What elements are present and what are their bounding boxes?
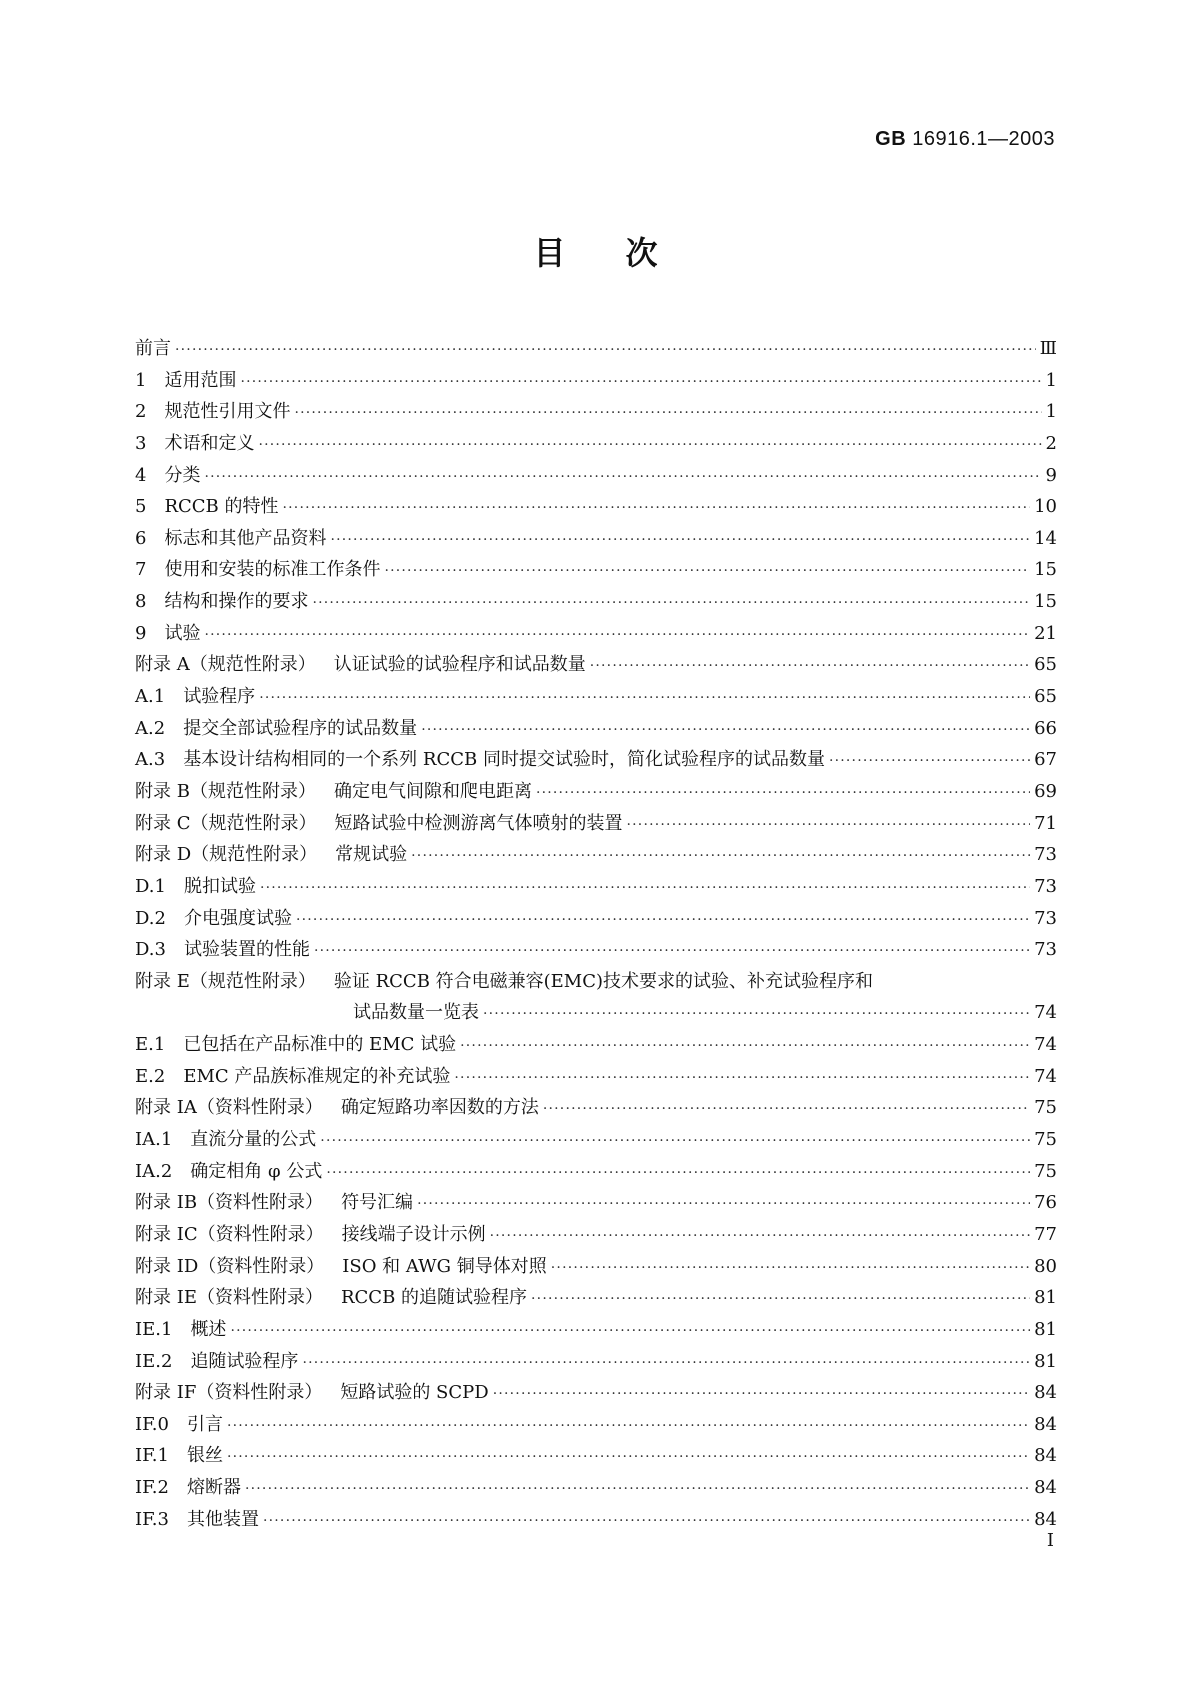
toc-entry[interactable] <box>135 1092 1057 1124</box>
toc-leader-dots <box>531 1284 1030 1316</box>
toc-entry-page: 1 <box>1045 369 1057 391</box>
toc-entry-number: D.2 <box>135 907 166 929</box>
toc-entry-page: Ⅲ <box>1039 338 1057 359</box>
toc-entry-separator <box>146 554 164 586</box>
toc-entry-number: 附录 IE（资料性附录） <box>135 1287 323 1309</box>
toc-entry-title: 前言 <box>135 338 171 359</box>
toc-entry-page: 81 <box>1034 1287 1057 1309</box>
toc-entry[interactable] <box>135 1282 1057 1314</box>
toc-entry-title: 常规试验 <box>335 844 408 866</box>
toc-entry-separator <box>324 1251 342 1283</box>
toc-leader-dots <box>204 462 1041 494</box>
toc-entry-number: IF.0 <box>135 1413 169 1435</box>
toc-entry-number: IE.1 <box>135 1318 173 1340</box>
toc-entry-title: 认证试验的试验程序和试品数量 <box>333 654 586 676</box>
toc-leader-dots <box>417 1189 1030 1221</box>
toc-entry-number: IA.2 <box>135 1160 173 1182</box>
toc-entry[interactable] <box>135 871 1057 903</box>
toc-entry-separator <box>166 903 184 935</box>
toc-entry-page: 75 <box>1034 1097 1057 1119</box>
toc-leader-dots <box>259 683 1030 715</box>
toc-entry[interactable] <box>135 618 1057 650</box>
toc-entry-separator <box>169 1440 187 1472</box>
toc-entry-number: 附录 C（规范性附录） <box>135 812 317 834</box>
toc-entry-number: IF.3 <box>135 1508 169 1530</box>
toc-entry-number: IF.1 <box>135 1445 169 1467</box>
toc-entry[interactable] <box>135 1219 1057 1251</box>
toc-entry-title: 标志和其他产品资料 <box>164 527 327 549</box>
toc-entry[interactable] <box>135 1156 1057 1188</box>
toc-entry[interactable] <box>135 649 1057 681</box>
toc-entry-page: 84 <box>1034 1477 1057 1499</box>
toc-entry-separator <box>146 618 164 650</box>
toc-entry-number: D.3 <box>135 939 166 961</box>
toc-leader-dots <box>258 430 1041 462</box>
toc-entry-title: 基本设计结构相同的一个系列 RCCB 同时提交试验时，简化试验程序的试品数量 <box>183 749 825 771</box>
toc-entry[interactable] <box>135 1251 1057 1283</box>
toc-entry-page: 65 <box>1034 686 1057 708</box>
toc-entry-number: 9 <box>135 622 147 644</box>
toc-entry-page: 73 <box>1034 875 1057 897</box>
toc-entry-page: 10 <box>1034 496 1057 518</box>
toc-entry-title: 短路试验中检测游离气体喷射的装置 <box>334 812 623 834</box>
toc-entry-separator <box>169 1409 187 1441</box>
toc-entry-title: 短路试验的 SCPD <box>340 1382 489 1404</box>
toc-entry-page: 69 <box>1034 780 1057 802</box>
toc-entry[interactable] <box>135 1377 1057 1409</box>
toc-leader-dots <box>493 1379 1030 1411</box>
toc-leader-dots <box>320 1126 1030 1158</box>
table-of-contents <box>135 333 1057 1535</box>
toc-entry-number: D.1 <box>135 875 166 897</box>
toc-entry[interactable] <box>135 1504 1057 1536</box>
toc-entry-separator <box>165 681 183 713</box>
toc-entry-page: 81 <box>1034 1318 1057 1340</box>
toc-entry-separator <box>169 1472 187 1504</box>
toc-leader-dots <box>454 1063 1030 1095</box>
toc-entry-title: 其他装置 <box>186 1508 259 1530</box>
toc-entry[interactable] <box>135 713 1057 745</box>
toc-entry-number: 附录 E（规范性附录） <box>135 970 316 992</box>
toc-entry-title: RCCB 的特性 <box>164 496 279 518</box>
toc-entry-number: 附录 IA（资料性附录） <box>135 1097 323 1119</box>
toc-leader-dots <box>302 1348 1030 1380</box>
toc-entry-page: 84 <box>1034 1508 1057 1530</box>
toc-entry[interactable] <box>135 1346 1057 1378</box>
toc-entry-separator <box>146 365 164 397</box>
toc-entry-page: 73 <box>1034 939 1057 961</box>
toc-entry-separator <box>146 523 164 555</box>
toc-entry-separator <box>146 396 164 428</box>
toc-leader-dots <box>204 620 1030 652</box>
toc-entry-separator <box>317 839 335 871</box>
toc-entry-page: 73 <box>1034 907 1057 929</box>
toc-entry-separator <box>172 1346 190 1378</box>
toc-entry-separator <box>146 586 164 618</box>
toc-entry-separator <box>172 1314 190 1346</box>
toc-entry-page: 84 <box>1034 1413 1057 1435</box>
toc-entry-title: 术语和定义 <box>164 432 255 454</box>
toc-entry-title: 验证 RCCB 符合电磁兼容(EMC)技术要求的试验、补充试验程序和 <box>333 970 874 992</box>
toc-leader-dots <box>590 651 1030 683</box>
toc-entry-number: 附录 A（规范性附录） <box>135 654 316 676</box>
toc-entry-title: 接线端子设计示例 <box>341 1223 486 1245</box>
toc-entry[interactable] <box>135 333 1057 365</box>
toc-leader-dots <box>551 1253 1030 1285</box>
toc-entry-page: 84 <box>1034 1445 1057 1467</box>
toc-entry-number: 2 <box>135 401 147 423</box>
toc-entry-number: 7 <box>135 559 147 581</box>
toc-entry-separator <box>172 1124 190 1156</box>
toc-entry-title: 追随试验程序 <box>190 1350 299 1372</box>
toc-entry[interactable] <box>135 396 1057 428</box>
toc-leader-dots <box>829 746 1030 778</box>
toc-leader-dots <box>230 1316 1030 1348</box>
toc-entry[interactable] <box>135 1029 1057 1061</box>
toc-entry-separator <box>322 1377 340 1409</box>
toc-entry-separator <box>165 1061 183 1093</box>
toc-leader-dots <box>314 936 1030 968</box>
toc-entry-number: 附录 ID（资料性附录） <box>135 1255 325 1277</box>
toc-leader-dots <box>326 1158 1030 1190</box>
toc-entry-page: 21 <box>1034 622 1057 644</box>
toc-leader-dots <box>240 367 1041 399</box>
toc-entry-number: IF.2 <box>135 1477 169 1499</box>
toc-entry-title: 熔断器 <box>186 1477 241 1499</box>
toc-entry[interactable] <box>135 1314 1057 1346</box>
toc-entry-title: 试验程序 <box>183 686 256 708</box>
toc-entry[interactable] <box>135 681 1057 713</box>
toc-entry-separator <box>316 966 334 998</box>
toc-entry-title: RCCB 的追随试验程序 <box>340 1287 528 1309</box>
toc-entry-page: 14 <box>1034 527 1057 549</box>
toc-entry-number: E.1 <box>135 1034 166 1056</box>
toc-leader-dots <box>312 588 1030 620</box>
toc-entry-number: 5 <box>135 496 147 518</box>
toc-entry-number: IA.1 <box>135 1129 173 1151</box>
toc-entry[interactable] <box>135 460 1057 492</box>
toc-leader-dots <box>460 1031 1030 1063</box>
toc-entry-page: 67 <box>1034 749 1057 771</box>
toc-entry-separator <box>165 713 183 745</box>
page-number: Ⅰ <box>1046 1530 1054 1551</box>
toc-entry-separator <box>166 871 184 903</box>
toc-entry[interactable] <box>135 808 1057 840</box>
toc-entry-page: 77 <box>1034 1223 1057 1245</box>
toc-entry[interactable] <box>135 428 1057 460</box>
toc-entry-number: 3 <box>135 432 147 454</box>
toc-entry[interactable] <box>135 903 1057 935</box>
toc-entry[interactable] <box>135 1124 1057 1156</box>
toc-entry-title: 已包括在产品标准中的 EMC 试验 <box>183 1034 457 1056</box>
toc-entry-page: 2 <box>1045 432 1057 454</box>
toc-entry[interactable] <box>135 523 1057 555</box>
toc-entry-title: 规范性引用文件 <box>164 401 291 423</box>
toc-leader-dots <box>384 556 1030 588</box>
toc-leader-dots <box>411 841 1030 873</box>
toc-entry-title: ISO 和 AWG 铜导体对照 <box>342 1255 547 1277</box>
toc-leader-dots <box>296 905 1030 937</box>
toc-entry-page: 76 <box>1034 1192 1057 1214</box>
toc-entry[interactable] <box>135 776 1057 808</box>
toc-entry[interactable] <box>135 554 1057 586</box>
toc-leader-dots <box>175 335 1036 367</box>
toc-entry[interactable] <box>135 365 1057 397</box>
toc-entry-separator <box>146 491 164 523</box>
toc-leader-dots <box>536 778 1030 810</box>
toc-entry-title: 试验装置的性能 <box>183 939 310 961</box>
toc-entry-number: 附录 B（规范性附录） <box>135 780 316 802</box>
toc-entry[interactable] <box>135 1440 1057 1472</box>
toc-entry-number: A.1 <box>135 686 166 708</box>
toc-entry-number: 附录 IF（资料性附录） <box>135 1382 323 1404</box>
toc-leader-dots <box>421 715 1030 747</box>
toc-entry-title: 适用范围 <box>164 369 237 391</box>
toc-entry[interactable] <box>135 1187 1057 1219</box>
toc-entry[interactable] <box>135 934 1057 966</box>
toc-entry-number: 附录 D（规范性附录） <box>135 844 318 866</box>
toc-entry-title: 直流分量的公式 <box>190 1129 317 1151</box>
toc-entry-title: 脱扣试验 <box>183 875 256 897</box>
toc-entry[interactable] <box>135 839 1057 871</box>
toc-entry-separator <box>169 1504 187 1536</box>
toc-entry-separator <box>323 1187 341 1219</box>
toc-entry-number: 6 <box>135 527 147 549</box>
toc-leader-dots <box>483 999 1030 1031</box>
toc-leader-dots <box>227 1442 1030 1474</box>
toc-entry-separator <box>146 428 164 460</box>
toc-entry[interactable] <box>135 1061 1057 1093</box>
toc-entry-title: 确定相角 φ 公式 <box>190 1160 323 1182</box>
toc-entry-number: E.2 <box>135 1065 166 1087</box>
toc-entry[interactable] <box>135 491 1057 523</box>
toc-entry[interactable] <box>135 997 1057 1029</box>
toc-entry-title: 试验 <box>164 622 201 644</box>
toc-entry-page: 15 <box>1034 591 1057 613</box>
toc-entry-number: 4 <box>135 464 147 486</box>
toc-entry-separator <box>146 460 164 492</box>
toc-entry-page: 74 <box>1034 1065 1057 1087</box>
toc-leader-dots <box>283 493 1031 525</box>
standard-number: 16916.1—2003 <box>912 128 1055 150</box>
toc-entry-separator <box>316 776 334 808</box>
toc-entry-separator <box>165 1029 183 1061</box>
toc-entry-page: 75 <box>1034 1160 1057 1182</box>
toc-entry-separator <box>317 808 335 840</box>
toc-leader-dots <box>227 1411 1030 1443</box>
toc-entry-title: 引言 <box>186 1413 223 1435</box>
toc-entry-separator <box>316 649 334 681</box>
toc-leader-dots <box>627 810 1031 842</box>
toc-entry-page: 1 <box>1045 401 1057 423</box>
toc-entry-separator <box>165 744 183 776</box>
toc-entry-separator <box>323 1282 341 1314</box>
toc-entry-page: 15 <box>1034 559 1057 581</box>
toc-entry-page: 9 <box>1045 464 1057 486</box>
toc-entry-number: 1 <box>135 369 147 391</box>
toc-entry-page: 66 <box>1034 717 1057 739</box>
toc-entry-title: 确定短路功率因数的方法 <box>340 1097 539 1119</box>
toc-entry-title: 确定电气间隙和爬电距离 <box>333 780 532 802</box>
toc-entry-page: 73 <box>1034 844 1057 866</box>
toc-entry[interactable] <box>135 1409 1057 1441</box>
page-title: 目次 <box>533 234 718 272</box>
toc-entry-number: A.2 <box>135 717 166 739</box>
toc-entry-number: A.3 <box>135 749 166 771</box>
toc-entry[interactable] <box>135 586 1057 618</box>
toc-entry-page: 74 <box>1034 1034 1057 1056</box>
toc-entry-title: 结构和操作的要求 <box>164 591 309 613</box>
toc-entry-number: IE.2 <box>135 1350 173 1372</box>
toc-entry-title: 概述 <box>190 1318 227 1340</box>
toc-entry-number: 8 <box>135 591 147 613</box>
toc-entry-title: 使用和安装的标准工作条件 <box>164 559 381 581</box>
standard-prefix: GB <box>875 128 907 150</box>
toc-leader-dots <box>263 1506 1030 1538</box>
toc-entry-page: 84 <box>1034 1382 1057 1404</box>
toc-entry-separator <box>172 1156 190 1188</box>
toc-entry[interactable] <box>135 966 1057 998</box>
toc-entry-number: 附录 IC（资料性附录） <box>135 1223 324 1245</box>
toc-entry-title: 试品数量一览表 <box>353 1002 479 1024</box>
standard-code <box>875 128 1055 151</box>
toc-entry-title: 介电强度试验 <box>183 907 292 929</box>
toc-leader-dots <box>294 398 1041 430</box>
toc-entry[interactable] <box>135 744 1057 776</box>
toc-leader-dots <box>490 1221 1030 1253</box>
toc-entry[interactable] <box>135 1472 1057 1504</box>
toc-entry-number: 附录 IB（资料性附录） <box>135 1192 324 1214</box>
toc-entry-title: EMC 产品族标准规定的补充试验 <box>183 1065 451 1087</box>
toc-entry-page: 75 <box>1034 1129 1057 1151</box>
toc-leader-dots <box>245 1474 1030 1506</box>
toc-entry-separator <box>324 1219 342 1251</box>
toc-leader-dots <box>543 1094 1030 1126</box>
toc-leader-dots <box>330 525 1030 557</box>
toc-entry-page: 74 <box>1034 1002 1057 1024</box>
toc-entry-separator <box>166 934 184 966</box>
toc-entry-page: 80 <box>1034 1255 1057 1277</box>
toc-entry-title: 提交全部试验程序的试品数量 <box>183 717 418 739</box>
toc-entry-page: 81 <box>1034 1350 1057 1372</box>
toc-entry-separator <box>323 1092 341 1124</box>
toc-entry-page: 71 <box>1034 812 1057 834</box>
toc-entry-title: 银丝 <box>186 1445 223 1467</box>
toc-leader-dots <box>260 873 1030 905</box>
toc-entry-title: 分类 <box>164 464 201 486</box>
toc-entry-page: 65 <box>1034 654 1057 676</box>
toc-entry-title: 符号汇编 <box>341 1192 414 1214</box>
